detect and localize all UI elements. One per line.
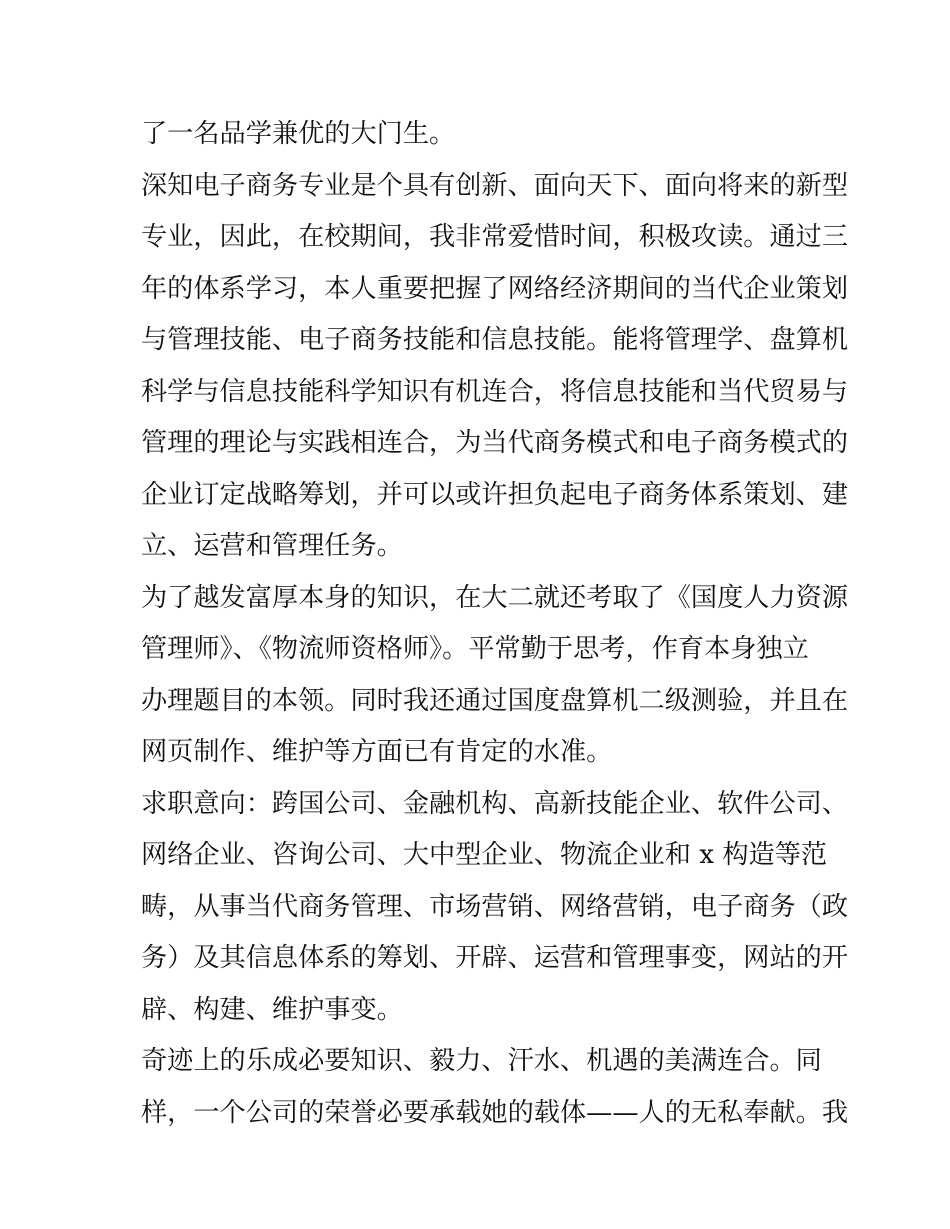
text-line: 深知电子商务专业是个具有创新、面向天下、面向将来的新型 — [141, 170, 849, 201]
text-line: 专业，因此，在校期间，我非常爱惜时间，积极攻读。通过三 — [141, 222, 849, 252]
text-line: 年的体系学习，本人重要把握了网络经济期间的当代企业策划 — [141, 273, 849, 304]
text-line: 奇迹上的乐成必要知识、毅力、汗水、机遇的美满连合。同 — [141, 1046, 822, 1076]
text-line: 了一名品学兼优的大门生。 — [141, 119, 456, 149]
text-line: 办理题目的本领。同时我还通过国度盘算机二级测验，并且在 — [141, 685, 849, 716]
text-line: 求职意向：跨国公司、金融机构、高新技能企业、软件公司、 — [141, 788, 849, 819]
text-line: 科学与信息技能科学知识有机连合，将信息技能和当代贸易与 — [141, 376, 849, 407]
text-line: 畴，从事当代商务管理、市场营销、网络营销，电子商务（政 — [141, 891, 849, 922]
text-line: 管理的理论与实践相连合，为当代商务模式和电子商务模式的 — [141, 428, 849, 458]
text-line: 管理师》、《物流师资格师》。平常勤于思考，作育本身独立 — [141, 634, 809, 664]
text-line: 企业订定战略筹划，并可以或许担负起电子商务体系策划、建 — [141, 479, 849, 510]
text-line: 网页制作、维护等方面已有肯定的水准。 — [141, 737, 613, 767]
text-line: 务）及其信息体系的筹划、开辟、运营和管理事变，网站的开 — [141, 943, 849, 973]
text-line: 为了越发富厚本身的知识，在大二就还考取了《国度人力资源 — [141, 582, 849, 613]
text-line: 立、运营和管理任务。 — [141, 531, 403, 561]
document-body-text — [141, 109, 849, 1139]
text-line: 与管理技能、电子商务技能和信息技能。能将管理学、盘算机 — [141, 325, 849, 355]
text-line: 样，一个公司的荣誉必要承载她的载体——人的无私奉献。我 — [141, 1097, 849, 1128]
text-line: 网络企业、咨询公司、大中型企业、物流企业和 x 构造等范 — [141, 840, 828, 870]
text-line: 辟、构建、维护事变。 — [141, 994, 403, 1025]
